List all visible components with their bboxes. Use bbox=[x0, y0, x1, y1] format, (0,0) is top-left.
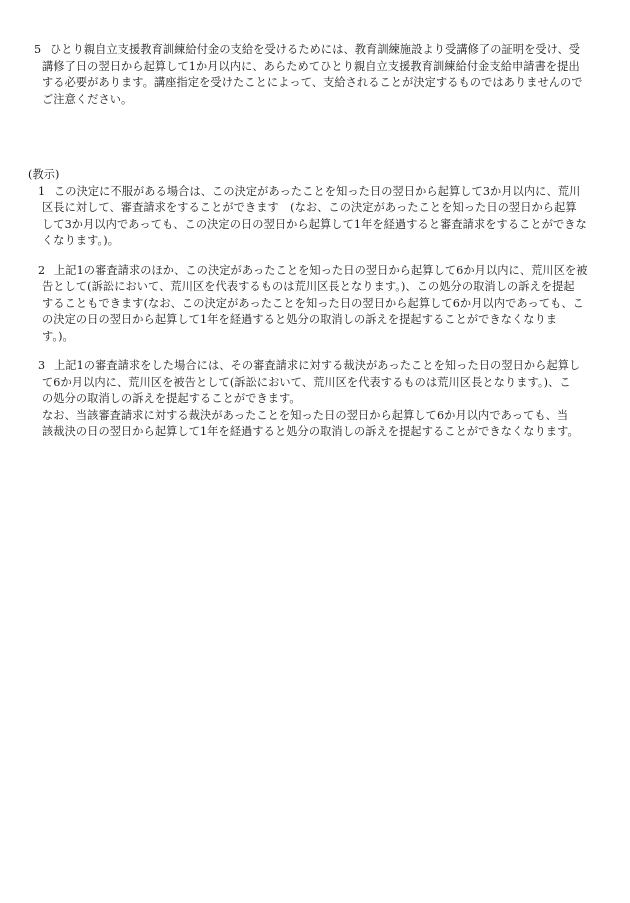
item-5-line-2: 講修了日の翌日から起算して1か月以内に、あらためてひとり親自立支援教育訓練給付金支給申請書を提出 bbox=[42, 59, 580, 73]
notice-item-1-line-1: 1 この決定に不服がある場合は、この決定があったことを知った日の翌日から起算して3か月以内に、荒川 bbox=[38, 184, 603, 201]
notice-item-1 bbox=[38, 184, 603, 250]
notice-item-2-line-5: す。)。 bbox=[42, 329, 74, 343]
item-number: 2 bbox=[38, 263, 46, 277]
notice-item-3-line-1: 3 上記1の審査請求をした場合には、その審査請求に対する裁決があったことを知った日の翌日から起算し bbox=[38, 358, 603, 375]
item-5-line-4: ご注意ください。 bbox=[42, 92, 133, 106]
notice-item-1-line-2: 区長に対して、審査請求をすることができます (なお、この決定があったことを知った日の翌日から起算 bbox=[42, 201, 577, 214]
item-5-paragraph bbox=[34, 42, 600, 108]
item-number: 1 bbox=[38, 184, 46, 198]
notice-item-2-line-4: の決定の日の翌日から起算して1年を経過すると処分の取消しの訴えを提起することができなくなりま bbox=[42, 313, 558, 326]
notice-item-3-line-3: の処分の取消しの訴えを提起することができます。 bbox=[42, 392, 301, 405]
notice-item-3 bbox=[38, 358, 603, 441]
notice-heading: (教示) bbox=[28, 168, 60, 181]
item-number: 5 bbox=[34, 43, 42, 56]
notice-item-2-line-2: 告として(訴訟において、荒川区を代表するものは荒川区長となります。)、この処分の取消しの訴えを提起 bbox=[42, 280, 575, 293]
notice-section bbox=[28, 167, 603, 441]
notice-item-1-line-4: くなります。)。 bbox=[42, 234, 119, 247]
item-5-line-1: 5 ひとり親自立支援教育訓練給付金の支給を受けるためには、教育訓練施設より受講修了の証明を受け、受 bbox=[34, 42, 600, 59]
notice-item-3-para2-line-2: 該裁決の日の翌日から起算して1年を経過すると処分の取消しの訴えを提起することができなくなります。 bbox=[42, 425, 579, 438]
item-5-line-3: する必要があります。講座指定を受けたことによって、支給されることが決定するものではありませんので bbox=[42, 76, 583, 89]
notice-item-3-para2-line-1: なお、当該審査請求に対する裁決があったことを知った日の翌日から起算して6か月以内であっても、当 bbox=[42, 408, 569, 422]
notice-item-2-line-3: することもできます(なお、この決定があったことを知った日の翌日から起算して6か月以内であっても、こ bbox=[42, 296, 584, 310]
notice-item-3-line-2: て6か月以内に、荒川区を被告として(訴訟において、荒川区を代表するものは荒川区長となります。)、こ bbox=[42, 375, 571, 389]
notice-item-2-line-1: 2 上記1の審査請求のほか、この決定があったことを知った日の翌日から起算して6か月以内に、荒川区を被 bbox=[38, 263, 603, 280]
notice-item-2 bbox=[38, 263, 603, 346]
item-number: 3 bbox=[38, 359, 46, 372]
notice-item-1-line-3: して3か月以内であっても、この決定の日の翌日から起算して1年を経過すると審査請求をすることができな bbox=[42, 217, 587, 231]
